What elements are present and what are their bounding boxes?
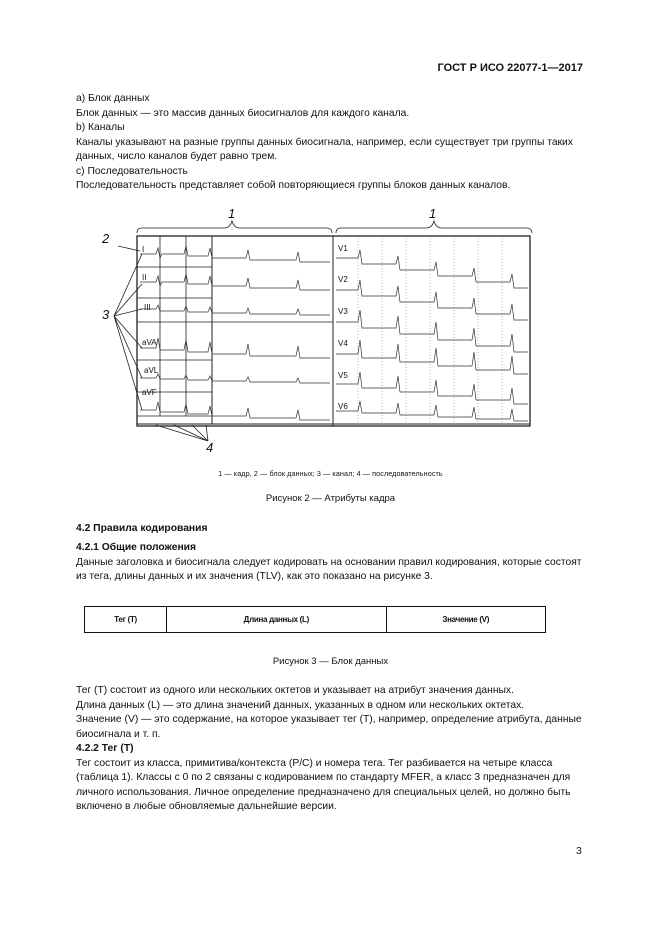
- tlv-length-cell: Длина данных (L): [167, 607, 386, 633]
- callout-2: 2: [102, 231, 110, 246]
- section-4-2-title: 4.2 Правила кодирования: [76, 523, 208, 534]
- item-b-text: Каналы указывают на разные группы данных биосигнала, например, если существует три группы таких данных, число каналов будет равно трем.: [76, 136, 573, 162]
- lead-label-V6: V6: [338, 402, 348, 411]
- callout-1-left: 1: [228, 206, 236, 221]
- item-c-label: c) Последовательность: [76, 165, 188, 177]
- lead-label-aVF: aVF: [142, 388, 157, 397]
- section-4-2-1: [76, 541, 584, 585]
- page-number: 3: [576, 845, 582, 857]
- figure2-caption: Рисунок 2 — Атрибуты кадра: [265, 493, 396, 504]
- section-4-2-2-text: Тег состоит из класса, примитива/контекста (P/C) и номера тега. Тег разбивается на четыре класса (таблица 1). Классы с 0 по 2 связаны с кодированием по стандарту MFER, а класс 3 предназначен для личного использования. Личное определение предназначено для специальных целей, но должно быть включено в любые обновляемые дальнейшие версии.: [76, 757, 571, 812]
- section-4-2-1-title: 4.2.1 Общие положения: [76, 542, 196, 553]
- lead-label-I: I: [142, 245, 145, 254]
- tlv-tag-cell: Тег (T): [85, 607, 167, 633]
- section-4-2-2-title: 4.2.2 Тег (T): [76, 743, 134, 754]
- figure3-caption: Рисунок 3 — Блок данных: [272, 656, 389, 667]
- lead-label-aVA: aVA: [142, 338, 157, 347]
- callout-3: 3: [102, 307, 110, 322]
- value-description: Значение (V) — это содержание, на которое указывает тег (T), например, определение атрибута, данные биосигнала и т. п.: [76, 714, 582, 740]
- lead-label-V2: V2: [338, 275, 348, 284]
- callout-4: 4: [206, 440, 214, 455]
- ecg-frame-figure: [96, 206, 566, 456]
- lead-label-V4: V4: [338, 339, 348, 348]
- lead-label-III: III: [144, 303, 151, 312]
- item-a-text: Блок данных — это массив данных биосигналов для каждого канала.: [76, 107, 410, 119]
- intro-section: [76, 92, 584, 194]
- lead-label-V1: V1: [338, 244, 348, 253]
- lead-label-V5: V5: [338, 371, 348, 380]
- item-b-label: b) Каналы: [76, 122, 125, 133]
- tlv-description: [76, 684, 584, 815]
- item-a-label: a) Блок данных: [76, 93, 150, 104]
- tag-description: Тег (T) состоит из одного или нескольких октетов и указывает на атрибут значения данных.: [76, 685, 514, 696]
- callout-1-right: 1: [429, 206, 437, 221]
- item-c-text: Последовательность представляет собой повторяющиеся группы блоков данных каналов.: [76, 180, 511, 191]
- lead-label-aVL: aVL: [144, 366, 159, 375]
- lead-label-V3: V3: [338, 307, 348, 316]
- section-4-2: [76, 522, 584, 537]
- tlv-block-table: [84, 606, 546, 633]
- length-description: Длина данных (L) — это длина значений данных, указанных в одном или нескольких октетах.: [76, 699, 525, 711]
- section-4-2-1-text: Данные заголовка и биосигнала следует кодировать на основании правил кодирования, которые состоят из тега, длины данных и их значения (TLV), как это показано на рисунке 3.: [76, 556, 582, 582]
- figure2-legend: 1 — кадр, 2 — блок данных; 3 — канал; 4 — последовательность: [218, 469, 443, 478]
- document-header: ГОСТ Р ИСО 22077-1—2017: [437, 62, 583, 74]
- tlv-value-cell: Значение (V): [386, 607, 546, 633]
- lead-label-II: II: [142, 273, 147, 282]
